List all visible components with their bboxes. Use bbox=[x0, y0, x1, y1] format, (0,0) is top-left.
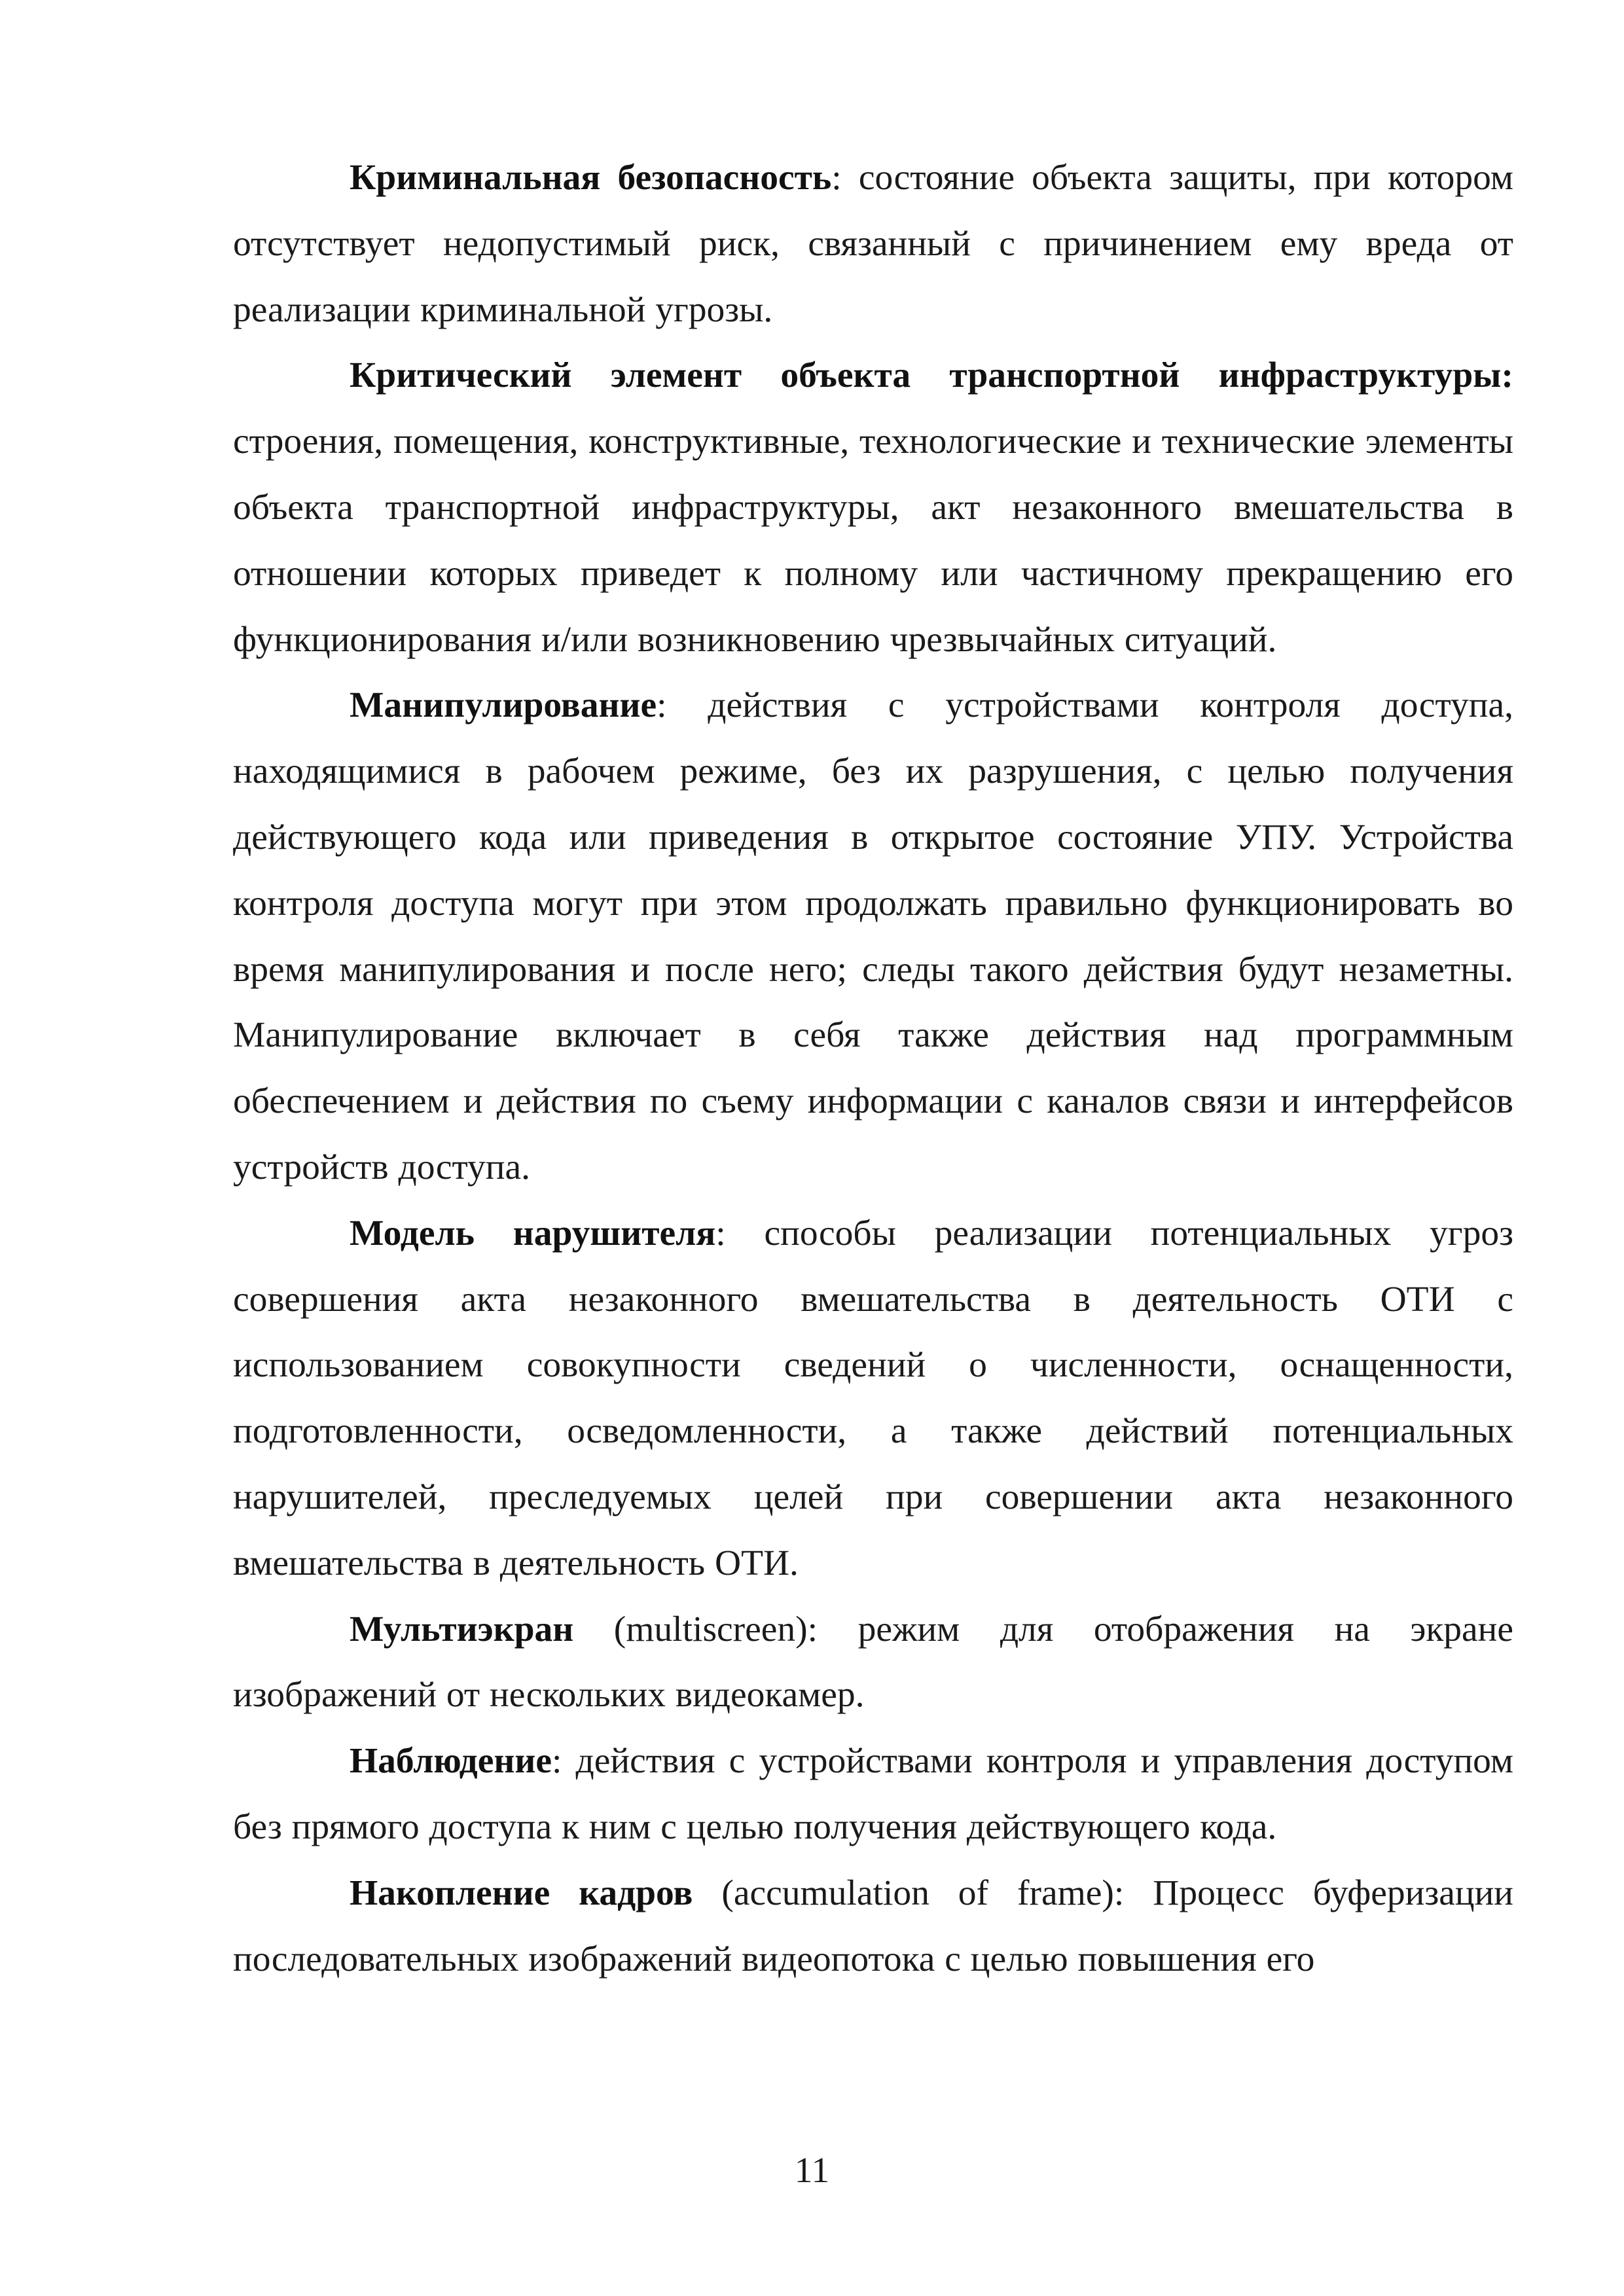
glossary-entry-critical-element bbox=[233, 343, 1513, 673]
entry-term: Манипулирование bbox=[350, 685, 657, 726]
entry-term: Криминальная безопасность bbox=[350, 158, 832, 198]
entry-definition: (accumulation of frame): Процесс буферизации последовательных изображений видеопотока с целью повышения его bbox=[233, 1873, 1514, 1979]
glossary-entry-frame-accumulation bbox=[233, 1861, 1513, 1993]
glossary-entry-observation bbox=[233, 1729, 1513, 1861]
entry-term: Мультиэкран bbox=[350, 1609, 574, 1649]
entry-term: Наблюдение bbox=[350, 1741, 552, 1782]
page-number: 11 bbox=[794, 2151, 830, 2191]
glossary-entry-intruder-model bbox=[233, 1201, 1513, 1597]
entry-definition: (multiscreen): режим для отображения на экране изображений от нескольких видеокамер. bbox=[233, 1609, 1513, 1715]
entry-definition: : действия с устройствами контроля доступа, находящимися в рабочем режиме, без их разрушения, с целью получения действующего кода или приведения в открытое состояние УПУ. Устройства контроля доступа могут при этом продолжать правильно функционировать во время манипулирования и после него; следы такого действия будут незаметны. Манипулирование включает в себя также действия над программным обеспечением и действия по съему информации с каналов связи и интерфейсов устройств доступа. bbox=[233, 685, 1513, 1187]
entry-term: Накопление кадров bbox=[350, 1873, 693, 1913]
entry-definition: : действия с устройствами контроля и управления доступом без прямого доступа к ним с целью получения действующего кода. bbox=[233, 1741, 1513, 1847]
entry-definition: : состояние объекта защиты, при котором отсутствует недопустимый риск, связанный с причинением ему вреда от реализации криминальной угрозы. bbox=[233, 158, 1513, 330]
glossary-body bbox=[233, 145, 1513, 1992]
glossary-entry-criminal-security bbox=[233, 145, 1513, 343]
entry-term: Критический элемент объекта транспортной инфраструктуры: bbox=[350, 355, 1513, 396]
entry-term: Модель нарушителя bbox=[350, 1213, 716, 1253]
glossary-entry-manipulation bbox=[233, 673, 1513, 1200]
glossary-entry-multiscreen bbox=[233, 1597, 1513, 1729]
entry-definition: : способы реализации потенциальных угроз совершения акта незаконного вмешательства в деятельность ОТИ с использованием совокупности сведений о численности, оснащенности, подготовленности, осведомленности, а также действий потенциальных нарушителей, преследуемых целей при совершении акта незаконного вмешательства в деятельность ОТИ. bbox=[233, 1213, 1513, 1583]
entry-definition: строения, помещения, конструктивные, технологические и технические элементы объекта транспортной инфраструктуры, акт незаконного вмешательства в отношении которых приведет к полному или частичному прекращению его функционирования и/или возникновению чрезвычайных ситуаций. bbox=[233, 422, 1513, 660]
